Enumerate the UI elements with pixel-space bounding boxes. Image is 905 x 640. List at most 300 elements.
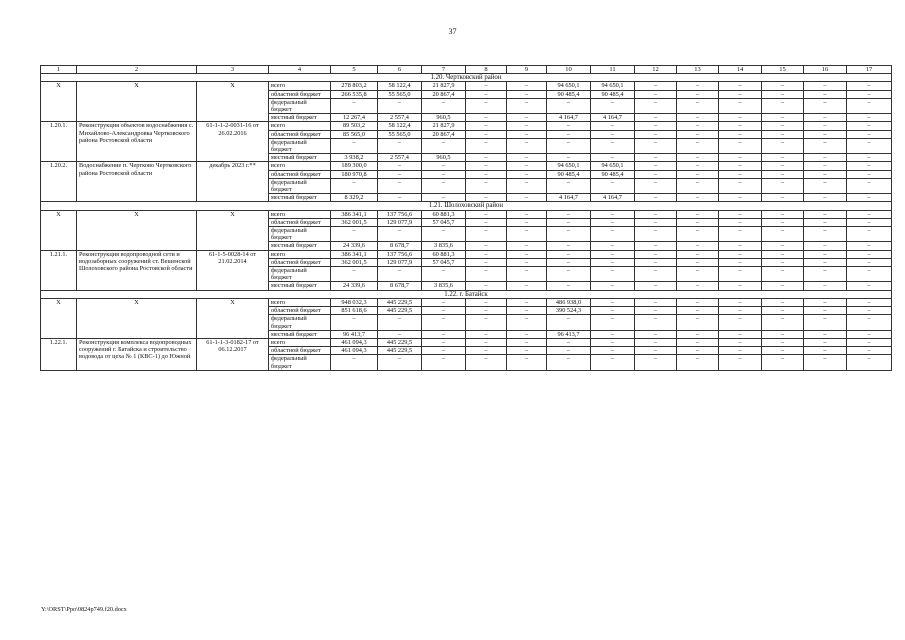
value-cell: – bbox=[719, 114, 762, 122]
value-cell: – bbox=[422, 170, 466, 178]
value-cell: – bbox=[466, 154, 507, 162]
value-cell: – bbox=[591, 154, 635, 162]
value-cell: – bbox=[466, 227, 507, 242]
value-cell: – bbox=[466, 170, 507, 178]
value-cell: – bbox=[422, 330, 466, 338]
value-cell: – bbox=[591, 355, 635, 370]
value-cell: – bbox=[719, 194, 762, 202]
value-cell: – bbox=[804, 122, 847, 130]
value-cell: – bbox=[466, 282, 507, 290]
value-cell: – bbox=[762, 338, 804, 346]
value-cell: – bbox=[804, 355, 847, 370]
value-cell: – bbox=[847, 227, 892, 242]
value-cell: 24 339,6 bbox=[331, 242, 378, 250]
value-cell: 948 032,3 bbox=[331, 298, 378, 306]
value-cell: – bbox=[635, 210, 677, 218]
column-number-cell: 16 bbox=[804, 66, 847, 74]
value-cell: 278 803,2 bbox=[331, 82, 378, 90]
value-cell: – bbox=[466, 98, 507, 113]
column-number-cell: 12 bbox=[635, 66, 677, 74]
value-cell: – bbox=[507, 250, 547, 258]
value-cell: – bbox=[466, 122, 507, 130]
value-cell: – bbox=[507, 178, 547, 193]
value-cell: – bbox=[635, 114, 677, 122]
row-number: 1.20.2. bbox=[41, 162, 77, 202]
value-cell: 445 229,5 bbox=[378, 307, 422, 315]
value-cell: – bbox=[847, 250, 892, 258]
page-number: 37 bbox=[448, 27, 457, 36]
column-number-cell: 10 bbox=[547, 66, 591, 74]
value-cell: – bbox=[507, 282, 547, 290]
value-cell: – bbox=[466, 307, 507, 315]
value-cell: – bbox=[331, 227, 378, 242]
value-cell: – bbox=[591, 258, 635, 266]
value-cell: – bbox=[591, 282, 635, 290]
value-cell: – bbox=[847, 170, 892, 178]
column-number-cell: 14 bbox=[719, 66, 762, 74]
value-cell: 851 618,6 bbox=[331, 307, 378, 315]
value-cell: 8 678,7 bbox=[378, 242, 422, 250]
value-cell: – bbox=[719, 338, 762, 346]
value-cell: – bbox=[677, 298, 719, 306]
value-cell: 960,5 bbox=[422, 154, 466, 162]
value-cell: – bbox=[847, 267, 892, 282]
column-number-cell: 2 bbox=[77, 66, 197, 74]
value-cell: – bbox=[635, 355, 677, 370]
value-cell: – bbox=[762, 250, 804, 258]
value-cell: – bbox=[378, 330, 422, 338]
value-cell: 21 827,9 bbox=[422, 82, 466, 90]
funding-source: всего bbox=[269, 210, 331, 218]
value-cell: 60 881,3 bbox=[422, 210, 466, 218]
value-cell: – bbox=[847, 282, 892, 290]
value-cell: – bbox=[847, 138, 892, 153]
value-cell: – bbox=[719, 90, 762, 98]
funding-source: федеральный бюджет bbox=[269, 315, 331, 330]
section-title: 1.22. г. Батайск bbox=[41, 290, 892, 298]
funding-source: всего bbox=[269, 338, 331, 346]
value-cell: – bbox=[507, 98, 547, 113]
table-row bbox=[41, 82, 892, 90]
value-cell: – bbox=[635, 338, 677, 346]
value-cell: – bbox=[466, 242, 507, 250]
value-cell: – bbox=[635, 170, 677, 178]
value-cell: 85 565,0 bbox=[331, 130, 378, 138]
value-cell: – bbox=[466, 347, 507, 355]
value-cell: – bbox=[378, 162, 422, 170]
value-cell: – bbox=[677, 315, 719, 330]
value-cell: – bbox=[466, 267, 507, 282]
value-cell: – bbox=[804, 98, 847, 113]
value-cell: – bbox=[422, 355, 466, 370]
value-cell: – bbox=[677, 282, 719, 290]
value-cell: – bbox=[762, 355, 804, 370]
value-cell: – bbox=[547, 250, 591, 258]
row-number: 1.20.1. bbox=[41, 122, 77, 162]
value-cell: – bbox=[847, 114, 892, 122]
value-cell: – bbox=[378, 355, 422, 370]
value-cell: – bbox=[719, 315, 762, 330]
column-number-cell: 6 bbox=[378, 66, 422, 74]
value-cell: – bbox=[378, 267, 422, 282]
column-number-cell: 13 bbox=[677, 66, 719, 74]
value-cell: 129 077,9 bbox=[378, 218, 422, 226]
value-cell: – bbox=[507, 130, 547, 138]
value-cell: – bbox=[677, 307, 719, 315]
value-cell: – bbox=[422, 194, 466, 202]
value-cell: – bbox=[635, 298, 677, 306]
document-ref: декабрь 2023 г.** bbox=[197, 162, 269, 202]
value-cell: – bbox=[635, 90, 677, 98]
value-cell: – bbox=[507, 90, 547, 98]
value-cell: – bbox=[719, 138, 762, 153]
value-cell: – bbox=[635, 227, 677, 242]
value-cell: – bbox=[547, 98, 591, 113]
column-number-cell: 4 bbox=[269, 66, 331, 74]
value-cell: – bbox=[507, 170, 547, 178]
value-cell: 94 650,1 bbox=[591, 82, 635, 90]
value-cell: 3 835,6 bbox=[422, 242, 466, 250]
value-cell: – bbox=[804, 90, 847, 98]
value-cell: 2 557,4 bbox=[378, 154, 422, 162]
value-cell: – bbox=[762, 114, 804, 122]
value-cell: – bbox=[635, 82, 677, 90]
column-number-cell: 15 bbox=[762, 66, 804, 74]
value-cell: 24 339,6 bbox=[331, 282, 378, 290]
value-cell: – bbox=[804, 242, 847, 250]
value-cell: – bbox=[507, 227, 547, 242]
value-cell: – bbox=[591, 138, 635, 153]
value-cell: – bbox=[635, 194, 677, 202]
value-cell: – bbox=[635, 250, 677, 258]
table-row bbox=[41, 298, 892, 306]
value-cell: – bbox=[466, 82, 507, 90]
value-cell: – bbox=[507, 298, 547, 306]
table-row bbox=[41, 210, 892, 218]
value-cell: 94 650,1 bbox=[591, 162, 635, 170]
value-cell: – bbox=[635, 258, 677, 266]
column-number-cell: 3 bbox=[197, 66, 269, 74]
column-number-cell: 7 bbox=[422, 66, 466, 74]
value-cell: – bbox=[378, 227, 422, 242]
value-cell: – bbox=[507, 218, 547, 226]
value-cell: – bbox=[762, 347, 804, 355]
value-cell: – bbox=[677, 218, 719, 226]
value-cell: – bbox=[847, 218, 892, 226]
value-cell: – bbox=[804, 138, 847, 153]
value-cell: – bbox=[677, 130, 719, 138]
value-cell: – bbox=[466, 194, 507, 202]
value-cell: 90 485,4 bbox=[591, 170, 635, 178]
value-cell: – bbox=[847, 298, 892, 306]
value-cell: – bbox=[719, 347, 762, 355]
funding-source: местный бюджет bbox=[269, 154, 331, 162]
value-cell: – bbox=[677, 122, 719, 130]
value-cell: – bbox=[719, 122, 762, 130]
value-cell: – bbox=[804, 250, 847, 258]
value-cell: – bbox=[847, 122, 892, 130]
value-cell: – bbox=[507, 307, 547, 315]
value-cell: – bbox=[422, 347, 466, 355]
value-cell: – bbox=[466, 218, 507, 226]
value-cell: 96 413,7 bbox=[547, 330, 591, 338]
value-cell: 266 535,8 bbox=[331, 90, 378, 98]
funding-source: всего bbox=[269, 298, 331, 306]
value-cell: – bbox=[507, 138, 547, 153]
value-cell: – bbox=[591, 250, 635, 258]
value-cell: – bbox=[507, 347, 547, 355]
row-number: Х bbox=[41, 210, 77, 250]
value-cell: – bbox=[507, 258, 547, 266]
value-cell: 362 001,5 bbox=[331, 218, 378, 226]
value-cell: – bbox=[719, 330, 762, 338]
value-cell: – bbox=[507, 194, 547, 202]
value-cell: – bbox=[677, 90, 719, 98]
value-cell: – bbox=[847, 162, 892, 170]
value-cell: – bbox=[677, 82, 719, 90]
value-cell: – bbox=[591, 330, 635, 338]
funding-source: областной бюджет bbox=[269, 218, 331, 226]
value-cell: – bbox=[331, 138, 378, 153]
value-cell: – bbox=[422, 338, 466, 346]
value-cell: – bbox=[331, 98, 378, 113]
value-cell: – bbox=[804, 282, 847, 290]
funding-source: федеральный бюджет bbox=[269, 355, 331, 370]
value-cell: – bbox=[591, 307, 635, 315]
value-cell: – bbox=[507, 338, 547, 346]
value-cell: – bbox=[847, 347, 892, 355]
value-cell: – bbox=[422, 162, 466, 170]
funding-source: всего bbox=[269, 122, 331, 130]
value-cell: – bbox=[466, 298, 507, 306]
value-cell: 4 164,7 bbox=[547, 194, 591, 202]
value-cell: – bbox=[331, 315, 378, 330]
value-cell: – bbox=[762, 122, 804, 130]
column-number-cell: 9 bbox=[507, 66, 547, 74]
column-number-cell: 1 bbox=[41, 66, 77, 74]
value-cell: – bbox=[804, 227, 847, 242]
value-cell: – bbox=[422, 298, 466, 306]
value-cell: 445 229,5 bbox=[378, 347, 422, 355]
value-cell: – bbox=[635, 98, 677, 113]
value-cell: – bbox=[466, 138, 507, 153]
value-cell: – bbox=[677, 250, 719, 258]
row-number: 1.21.1. bbox=[41, 250, 77, 290]
value-cell: – bbox=[547, 347, 591, 355]
value-cell: – bbox=[507, 82, 547, 90]
value-cell: – bbox=[507, 315, 547, 330]
value-cell: – bbox=[762, 282, 804, 290]
value-cell: – bbox=[635, 138, 677, 153]
value-cell: – bbox=[847, 82, 892, 90]
value-cell: 137 756,6 bbox=[378, 250, 422, 258]
value-cell: – bbox=[378, 315, 422, 330]
value-cell: – bbox=[466, 90, 507, 98]
value-cell: 960,5 bbox=[422, 114, 466, 122]
value-cell: – bbox=[547, 282, 591, 290]
value-cell: – bbox=[466, 178, 507, 193]
funding-source: местный бюджет bbox=[269, 282, 331, 290]
value-cell: – bbox=[804, 267, 847, 282]
value-cell: 94 650,1 bbox=[547, 82, 591, 90]
value-cell: – bbox=[507, 242, 547, 250]
row-number: Х bbox=[41, 82, 77, 122]
value-cell: 3 835,6 bbox=[422, 282, 466, 290]
value-cell: – bbox=[804, 154, 847, 162]
value-cell: – bbox=[677, 338, 719, 346]
value-cell: – bbox=[762, 138, 804, 153]
value-cell: – bbox=[378, 178, 422, 193]
table-row bbox=[41, 122, 892, 130]
value-cell: – bbox=[804, 210, 847, 218]
value-cell: – bbox=[762, 315, 804, 330]
value-cell: – bbox=[635, 307, 677, 315]
file-path-footer: Y:\ORST\Ppo\0824p749.f20.docx bbox=[41, 606, 127, 613]
value-cell: – bbox=[719, 282, 762, 290]
object-name: Х bbox=[77, 210, 197, 250]
value-cell: – bbox=[507, 355, 547, 370]
value-cell: 445 229,5 bbox=[378, 298, 422, 306]
value-cell: – bbox=[719, 130, 762, 138]
funding-source: всего bbox=[269, 82, 331, 90]
funding-source: всего bbox=[269, 162, 331, 170]
object-name: Реконструкция комплекса водопроводных сооружений г. Батайска и строительство водовода от цеха № 1 (КВС-1) до Южной bbox=[77, 338, 197, 370]
value-cell: – bbox=[762, 82, 804, 90]
value-cell: – bbox=[547, 210, 591, 218]
value-cell: 58 122,4 bbox=[378, 122, 422, 130]
value-cell: – bbox=[804, 130, 847, 138]
value-cell: – bbox=[719, 98, 762, 113]
value-cell: 180 970,8 bbox=[331, 170, 378, 178]
value-cell: – bbox=[422, 315, 466, 330]
value-cell: – bbox=[847, 338, 892, 346]
value-cell: 90 485,4 bbox=[591, 90, 635, 98]
document-ref: 61-1-1-2-0031-16 от 26.02.2016 bbox=[197, 122, 269, 162]
value-cell: – bbox=[762, 330, 804, 338]
value-cell: – bbox=[635, 162, 677, 170]
value-cell: – bbox=[422, 98, 466, 113]
value-cell: – bbox=[507, 330, 547, 338]
value-cell: – bbox=[719, 267, 762, 282]
value-cell: – bbox=[762, 227, 804, 242]
value-cell: – bbox=[677, 330, 719, 338]
column-number-cell: 17 bbox=[847, 66, 892, 74]
value-cell: – bbox=[466, 330, 507, 338]
value-cell: – bbox=[466, 114, 507, 122]
value-cell: – bbox=[547, 338, 591, 346]
funding-source: местный бюджет bbox=[269, 330, 331, 338]
value-cell: 4 164,7 bbox=[591, 194, 635, 202]
value-cell: – bbox=[591, 267, 635, 282]
document-ref: 61-1-1-3-0182-17 от 06.12.2017 bbox=[197, 338, 269, 370]
value-cell: – bbox=[635, 218, 677, 226]
value-cell: 362 001,5 bbox=[331, 258, 378, 266]
value-cell: – bbox=[635, 267, 677, 282]
value-cell: – bbox=[677, 210, 719, 218]
value-cell: – bbox=[591, 98, 635, 113]
value-cell: – bbox=[591, 218, 635, 226]
document-ref: 61-1-5-0028-14 от 21.02.2014 bbox=[197, 250, 269, 290]
value-cell: 129 077,9 bbox=[378, 258, 422, 266]
value-cell: – bbox=[847, 355, 892, 370]
value-cell: – bbox=[591, 347, 635, 355]
value-cell: – bbox=[847, 90, 892, 98]
funding-source: федеральный бюджет bbox=[269, 138, 331, 153]
value-cell: – bbox=[677, 194, 719, 202]
funding-source: федеральный бюджет bbox=[269, 178, 331, 193]
value-cell: – bbox=[507, 154, 547, 162]
value-cell: – bbox=[591, 315, 635, 330]
value-cell: – bbox=[804, 298, 847, 306]
value-cell: – bbox=[591, 130, 635, 138]
value-cell: 461 094,3 bbox=[331, 338, 378, 346]
value-cell: – bbox=[677, 355, 719, 370]
value-cell: – bbox=[591, 227, 635, 242]
object-name: Х bbox=[77, 82, 197, 122]
section-header-row bbox=[41, 74, 892, 82]
value-cell: 55 565,0 bbox=[378, 130, 422, 138]
funding-source: областной бюджет bbox=[269, 307, 331, 315]
value-cell: 386 341,1 bbox=[331, 250, 378, 258]
table-row bbox=[41, 162, 892, 170]
value-cell: – bbox=[719, 298, 762, 306]
value-cell: – bbox=[847, 258, 892, 266]
value-cell: – bbox=[677, 162, 719, 170]
value-cell: – bbox=[591, 210, 635, 218]
value-cell: – bbox=[378, 138, 422, 153]
value-cell: 89 503,2 bbox=[331, 122, 378, 130]
value-cell: 12 267,4 bbox=[331, 114, 378, 122]
value-cell: – bbox=[635, 330, 677, 338]
value-cell: – bbox=[635, 315, 677, 330]
row-number: 1.22.1. bbox=[41, 338, 77, 370]
value-cell: – bbox=[847, 98, 892, 113]
value-cell: – bbox=[719, 258, 762, 266]
budget-table bbox=[40, 65, 892, 371]
column-number-cell: 5 bbox=[331, 66, 378, 74]
value-cell: – bbox=[422, 267, 466, 282]
value-cell: – bbox=[847, 154, 892, 162]
value-cell: – bbox=[466, 210, 507, 218]
value-cell: – bbox=[804, 218, 847, 226]
value-cell: – bbox=[762, 98, 804, 113]
value-cell: – bbox=[804, 194, 847, 202]
value-cell: – bbox=[466, 130, 507, 138]
value-cell: – bbox=[677, 242, 719, 250]
value-cell: – bbox=[547, 154, 591, 162]
value-cell: – bbox=[762, 130, 804, 138]
value-cell: 137 756,6 bbox=[378, 210, 422, 218]
value-cell: 20 867,4 bbox=[422, 90, 466, 98]
value-cell: – bbox=[677, 170, 719, 178]
value-cell: – bbox=[847, 242, 892, 250]
value-cell: 486 938,0 bbox=[547, 298, 591, 306]
value-cell: – bbox=[677, 258, 719, 266]
row-number: Х bbox=[41, 298, 77, 338]
value-cell: – bbox=[466, 338, 507, 346]
section-header-row bbox=[41, 202, 892, 210]
funding-source: всего bbox=[269, 250, 331, 258]
value-cell: – bbox=[677, 154, 719, 162]
value-cell: – bbox=[804, 307, 847, 315]
value-cell: – bbox=[547, 242, 591, 250]
value-cell: – bbox=[635, 122, 677, 130]
value-cell: 390 524,3 bbox=[547, 307, 591, 315]
column-number-cell: 11 bbox=[591, 66, 635, 74]
value-cell: – bbox=[331, 267, 378, 282]
value-cell: 445 229,5 bbox=[378, 338, 422, 346]
value-cell: – bbox=[847, 194, 892, 202]
